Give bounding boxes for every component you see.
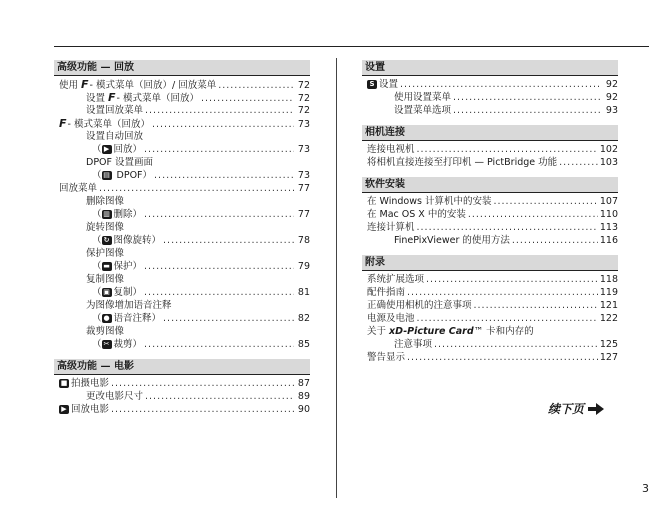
page-ref: 77 (297, 183, 310, 194)
leader-dots (407, 286, 598, 299)
leader-dots (400, 78, 602, 91)
leader-dots (468, 208, 598, 221)
toc-entry[interactable] (362, 195, 618, 208)
copy-icon: ▣ (103, 288, 110, 296)
toc-entry[interactable] (362, 221, 618, 234)
leader-dots (163, 312, 294, 325)
page-ref: 77 (297, 209, 310, 220)
toc-entry[interactable] (54, 117, 310, 130)
entry-text: 连接电视机 (367, 144, 415, 155)
voice-memo-icon: ● (103, 314, 110, 322)
toc-entry[interactable] (362, 208, 618, 221)
toc-entry[interactable] (362, 325, 618, 338)
toc-entry[interactable] (54, 195, 310, 208)
dpof-icon: ▤ (103, 171, 110, 179)
section-gap (362, 247, 618, 255)
paren-open: （ (92, 313, 102, 324)
toc-entry[interactable] (54, 390, 310, 403)
protect-icon: ▬ (103, 262, 110, 270)
leader-dots (417, 221, 598, 234)
toc-entry[interactable] (54, 286, 310, 299)
toc-entry-label (394, 104, 451, 117)
page-ref: 121 (599, 300, 618, 311)
xd-card-name: xD-Picture Card (389, 326, 474, 337)
entry-text: 设置 (86, 93, 109, 104)
page-ref: 92 (605, 79, 618, 90)
leader-dots (163, 234, 294, 247)
entry-text: 设置回放菜单 (86, 105, 144, 116)
toc-entry[interactable] (54, 234, 310, 247)
toc-entry-label (86, 299, 172, 312)
entry-text: 系统扩展选项 (367, 274, 425, 285)
leader-dots (154, 169, 294, 182)
leader-dots (145, 104, 294, 117)
continue-label: 续下页 (548, 402, 585, 416)
entry-text: DPOF） (113, 170, 153, 181)
page-ref: 122 (599, 313, 618, 324)
entry-text: 图像旋转） (113, 235, 162, 246)
toc-entry-label (59, 78, 216, 92)
leader-dots (144, 208, 294, 221)
column-divider (336, 58, 337, 498)
continue-next-page (548, 400, 604, 417)
toc-entry-label (367, 143, 415, 156)
toc-entry-label (394, 234, 510, 247)
page-ref: 116 (599, 235, 618, 246)
entry-text: 回放） (113, 144, 143, 155)
page-ref: 127 (599, 352, 618, 363)
setup-icon: S (367, 80, 377, 89)
toc-entry[interactable] (54, 273, 310, 286)
toc-entry-label (367, 286, 405, 299)
entry-text: DPOF 设置画面 (86, 157, 154, 168)
entry-text: 使用 (59, 80, 82, 91)
entry-text: 设置菜单选项 (394, 105, 452, 116)
entry-text: 复制） (113, 287, 143, 298)
toc-entry[interactable] (54, 403, 310, 416)
toc-entry[interactable] (362, 234, 618, 247)
toc-entry[interactable] (54, 104, 310, 117)
page-ref: 78 (297, 235, 310, 246)
entry-text: 连接计算机 (367, 222, 415, 233)
entry-text: 回放电影 (71, 404, 110, 415)
entry-text: 保护） (113, 261, 143, 272)
toc-entry[interactable] (362, 143, 618, 156)
entry-text: 旋转图像 (86, 222, 125, 233)
toc-entry[interactable] (362, 299, 618, 312)
entry-text: 拍摄电影 (71, 378, 110, 389)
toc-entry-label (86, 325, 124, 338)
page-ref: 72 (297, 93, 310, 104)
toc-entry-label (92, 260, 142, 273)
leader-dots (426, 273, 598, 286)
leader-dots (218, 79, 294, 92)
toc-entry-label (92, 208, 142, 221)
toc-entry[interactable] (54, 260, 310, 273)
toc-entry-label (367, 208, 466, 221)
paren-open: （ (92, 235, 102, 246)
page-ref: 89 (297, 391, 310, 402)
page-ref: 113 (599, 222, 618, 233)
toc-entry[interactable] (54, 299, 310, 312)
page-ref: 72 (297, 80, 310, 91)
entry-text: 为图像增加语音注释 (86, 300, 172, 311)
page-ref: 85 (297, 339, 310, 350)
toc-entry[interactable] (54, 91, 310, 104)
toc-entry-label (92, 143, 142, 156)
leader-dots (111, 377, 294, 390)
leader-dots (144, 286, 294, 299)
page-ref: 125 (599, 339, 618, 350)
entry-text: 裁剪） (113, 339, 143, 350)
toc-entry[interactable] (54, 182, 310, 195)
leader-dots (474, 299, 598, 312)
toc-entry[interactable] (362, 78, 618, 91)
toc-entry[interactable] (54, 78, 310, 91)
page-ref: 118 (599, 274, 618, 285)
toc-entry-label (394, 338, 432, 351)
page-ref: 103 (599, 157, 618, 168)
toc-entry[interactable] (54, 377, 310, 390)
toc-entry-label (367, 78, 398, 91)
entry-text: 注意事项 (394, 339, 433, 350)
leader-dots (407, 351, 598, 364)
page-ref: 73 (297, 170, 310, 181)
toc-entry-label (367, 195, 491, 208)
entry-text: 设置 (379, 79, 399, 90)
section-gap (54, 351, 310, 359)
page-ref: 79 (297, 261, 310, 272)
paren-open: （ (92, 261, 102, 272)
page-ref: 82 (297, 313, 310, 324)
toc-entry-label (92, 312, 161, 325)
page-ref: 72 (297, 105, 310, 116)
toc-entry[interactable] (362, 312, 618, 325)
toc-entry[interactable] (54, 325, 310, 338)
toc-entry-label (92, 234, 161, 247)
toc-entry-label (86, 247, 124, 260)
toc-entry[interactable] (54, 247, 310, 260)
entry-text: 在 Mac OS X 中的安装 (367, 209, 466, 220)
toc-entry-label (86, 390, 143, 403)
leader-dots (493, 195, 597, 208)
rotate-icon: ↻ (102, 236, 112, 245)
section-heading: 相机连接 (362, 125, 618, 141)
entry-text: 删除图像 (86, 196, 125, 207)
entry-text: 将相机直接连接至打印机 — PictBridge 功能 (367, 157, 558, 168)
section-gap (362, 169, 618, 177)
toc-entry[interactable] (54, 221, 310, 234)
paren-open: （ (92, 209, 102, 220)
entry-text: 配件指南 (367, 287, 406, 298)
entry-text: 复制图像 (86, 274, 125, 285)
leader-dots (559, 156, 598, 169)
entry-text: 更改电影尺寸 (86, 391, 144, 402)
leader-dots (144, 143, 294, 156)
toc-entry-label (92, 286, 142, 299)
trim-icon: ✂ (102, 340, 112, 349)
leader-dots (152, 118, 294, 131)
entry-text: 正确使用相机的注意事项 (367, 300, 472, 311)
toc-entry-label (86, 104, 143, 117)
arrow-right-icon (588, 403, 604, 415)
entry-text: 语音注释） (113, 313, 162, 324)
entry-text-cont: ™ 卡和内存的 (473, 326, 534, 337)
leader-dots (99, 182, 294, 195)
entry-text-cont: - 模式菜单（回放） (116, 93, 199, 104)
leader-dots (417, 143, 598, 156)
entry-text: 回放菜单 (59, 183, 98, 194)
trash-icon: ▥ (103, 210, 110, 218)
toc-entry[interactable] (362, 273, 618, 286)
leader-dots (111, 403, 294, 416)
left-column (54, 60, 310, 416)
toc-entry-label (86, 273, 124, 286)
toc-entry-label (86, 130, 143, 143)
page-ref: 93 (605, 105, 618, 116)
toc-entry-label (59, 182, 97, 195)
paren-open: （ (92, 144, 102, 155)
leader-dots (512, 234, 598, 247)
entry-text: - 模式菜单（回放） (67, 119, 150, 130)
page-ref: 90 (297, 404, 310, 415)
entry-text-cont: - 模式菜单（回放）/ 回放菜单 (89, 80, 217, 91)
toc-entry-label (86, 195, 124, 208)
entry-text: 在 Windows 计算机中的安装 (367, 196, 492, 207)
leader-dots (144, 338, 294, 351)
section-heading: 高级功能 — 回放 (54, 60, 310, 76)
f-mode-mark: F (108, 91, 116, 104)
toc-entry[interactable] (362, 338, 618, 351)
entry-text: 电源及电池 (367, 313, 415, 324)
page-ref: 110 (599, 209, 618, 220)
play-icon: ▶ (59, 405, 69, 414)
entry-text: 删除） (113, 209, 143, 220)
toc-entry-label (367, 221, 415, 234)
entry-text: 使用设置菜单 (394, 92, 452, 103)
section-heading: 附录 (362, 255, 618, 271)
page-number: 3 (642, 482, 649, 495)
toc-entry[interactable] (362, 104, 618, 117)
toc-entry[interactable] (362, 91, 618, 104)
leader-dots (453, 91, 602, 104)
toc-entry-label (367, 325, 534, 338)
toc-entry-label (367, 312, 415, 325)
page-ref: 81 (297, 287, 310, 298)
toc-entry[interactable] (54, 130, 310, 143)
toc-entry-label (367, 299, 472, 312)
leader-dots (145, 390, 294, 403)
toc-entry-label (86, 91, 199, 105)
paren-open: （ (92, 170, 102, 181)
page-ref: 73 (297, 144, 310, 155)
entry-text: 设置自动回放 (86, 131, 144, 142)
toc-entry-label (86, 156, 153, 169)
toc-entry[interactable] (54, 143, 310, 156)
toc-entry[interactable] (362, 156, 618, 169)
page-ref: 92 (605, 92, 618, 103)
toc-entry-label (367, 351, 405, 364)
section-heading: 设置 (362, 60, 618, 76)
slideshow-icon: ▶ (102, 145, 112, 154)
entry-text: 关于 (367, 326, 390, 337)
toc-entry[interactable] (362, 286, 618, 299)
page-ref: 73 (297, 119, 310, 130)
toc-entry-label (367, 156, 557, 169)
leader-dots (417, 312, 598, 325)
toc-entry[interactable] (54, 156, 310, 169)
toc-entry-label (59, 403, 109, 416)
page-ref: 87 (297, 378, 310, 389)
toc-entry-label (394, 91, 451, 104)
entry-text: 警告显示 (367, 352, 406, 363)
leader-dots (434, 338, 598, 351)
top-rule (54, 46, 649, 47)
toc-entry-label (59, 117, 150, 131)
toc-entry[interactable] (362, 351, 618, 364)
movie-icon: ■ (60, 379, 68, 387)
toc-entry[interactable] (54, 312, 310, 325)
section-gap (362, 117, 618, 125)
f-mode-mark: F (81, 78, 89, 91)
page-ref: 119 (599, 287, 618, 298)
paren-open: （ (92, 339, 102, 350)
toc-entry[interactable] (54, 338, 310, 351)
entry-text: 保护图像 (86, 248, 125, 259)
toc-entry[interactable] (54, 169, 310, 182)
section-heading: 软件安装 (362, 177, 618, 193)
toc-entry[interactable] (54, 208, 310, 221)
page-ref: 102 (599, 144, 618, 155)
entry-text: FinePixViewer 的使用方法 (394, 235, 510, 246)
page-ref: 107 (599, 196, 618, 207)
right-column (362, 60, 618, 364)
f-mode-mark: F (59, 117, 67, 130)
section-heading: 高级功能 — 电影 (54, 359, 310, 375)
leader-dots (144, 260, 294, 273)
toc-entry-label (86, 221, 124, 234)
leader-dots (453, 104, 602, 117)
entry-text: 裁剪图像 (86, 326, 125, 337)
paren-open: （ (92, 287, 102, 298)
toc-entry-label (92, 169, 152, 182)
toc-entry-label (92, 338, 142, 351)
toc-entry-label (367, 273, 424, 286)
toc-entry-label (59, 377, 109, 390)
